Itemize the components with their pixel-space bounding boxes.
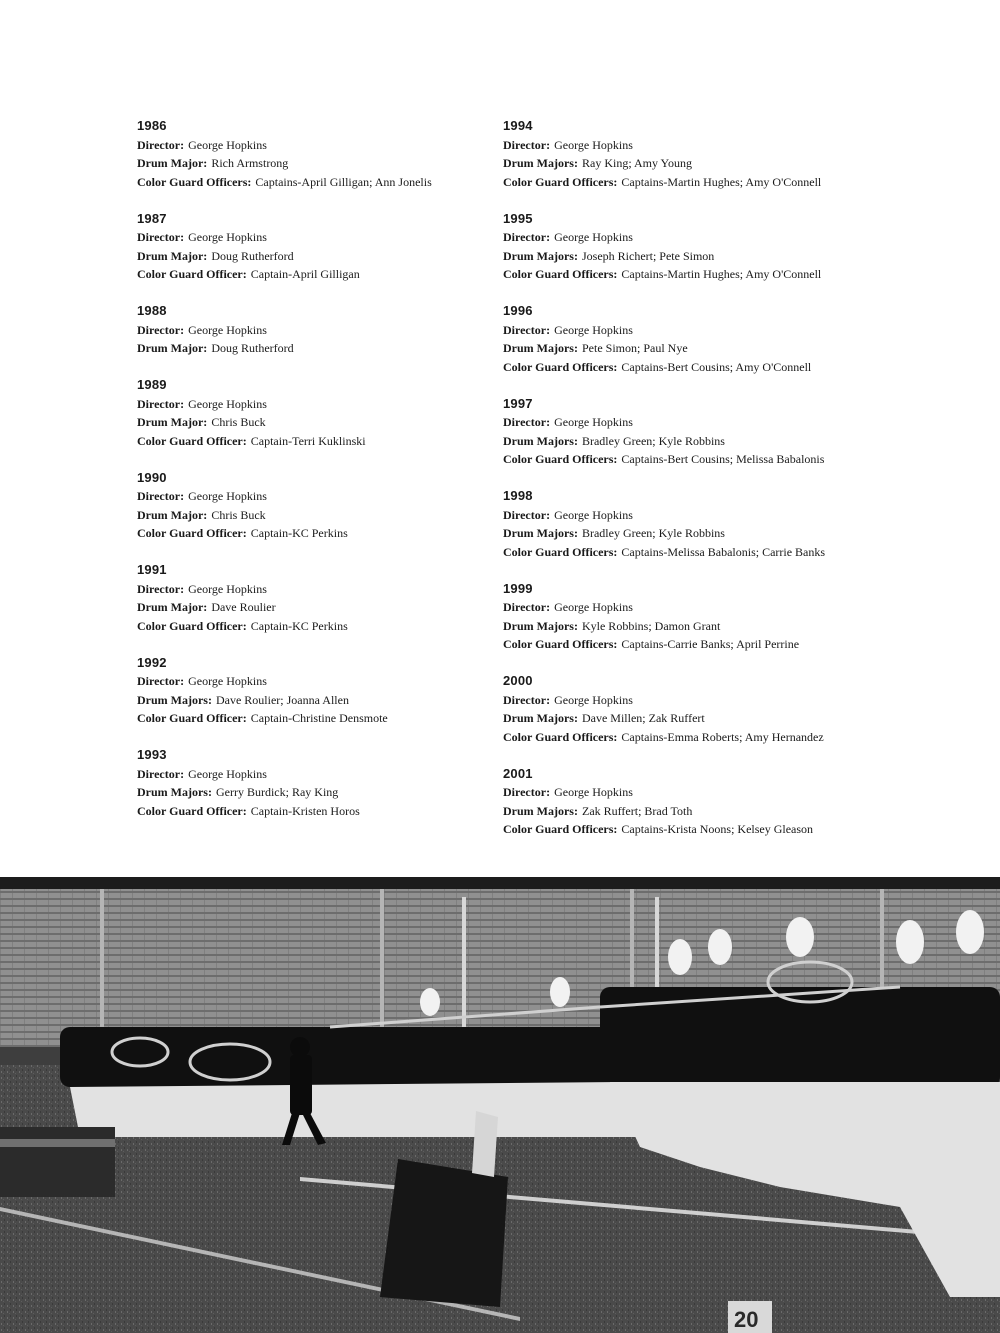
role-label: Color Guard Officer: — [137, 267, 247, 281]
year-entry — [503, 210, 943, 284]
role-label: Director: — [503, 600, 551, 614]
role-value: Gerry Burdick; Ray King — [215, 785, 339, 799]
role-value: Captain-KC Perkins — [250, 618, 348, 633]
role-line — [503, 432, 943, 451]
role-value: George Hopkins — [554, 507, 633, 522]
role-value: Captains-Martin Hughes; Amy O'Connell — [621, 174, 822, 189]
year-heading: 1998 — [503, 488, 533, 503]
role-label: Drum Majors: — [503, 803, 578, 818]
role-value: George Hopkins — [188, 674, 267, 688]
role-value: Captain-April Gilligan — [250, 267, 360, 281]
year-heading: 1999 — [503, 580, 533, 596]
role-value: Captain-Kristen Horos — [250, 803, 360, 818]
role-line — [503, 635, 943, 654]
role-value: Captains-Emma Roberts; Amy Hernandez — [621, 729, 824, 744]
role-value: Chris Buck — [211, 507, 266, 522]
year-heading: 1992 — [137, 654, 167, 670]
role-label: Color Guard Officers: — [503, 452, 618, 466]
role-label: Color Guard Officers: — [503, 822, 618, 836]
role-label: Director: — [137, 230, 185, 244]
role-line — [503, 265, 943, 284]
yard-marker-number: 20 — [734, 1307, 759, 1332]
role-value: Captains-Bert Cousins; Melissa Babalonis — [621, 452, 825, 466]
role-value: George Hopkins — [188, 137, 267, 152]
year-entry — [503, 672, 943, 746]
role-label: Drum Majors: — [137, 785, 212, 799]
role-line — [503, 413, 943, 432]
role-value: Doug Rutherford — [211, 248, 294, 263]
role-label: Director: — [137, 322, 185, 337]
role-label: Director: — [503, 137, 551, 152]
role-value: George Hopkins — [188, 322, 267, 337]
role-label: Color Guard Officers: — [137, 174, 252, 189]
year-heading: 1991 — [137, 562, 167, 577]
role-value: George Hopkins — [554, 692, 633, 707]
role-value: Captain-Terri Kuklinski — [250, 433, 366, 448]
role-value: Captain-Christine Densmote — [250, 711, 388, 725]
role-label: Drum Major: — [137, 415, 208, 429]
role-value: Dave Roulier — [211, 600, 276, 614]
role-label: Drum Major: — [137, 600, 208, 614]
role-label: Color Guard Officers: — [503, 359, 618, 374]
role-value: George Hopkins — [188, 581, 267, 596]
role-line — [503, 154, 943, 173]
role-value: Captains-Krista Noons; Kelsey Gleason — [621, 822, 814, 836]
role-value: Kyle Robbins; Damon Grant — [581, 618, 721, 633]
role-label: Color Guard Officer: — [137, 526, 247, 540]
role-line — [503, 358, 943, 377]
role-label: Drum Major: — [137, 248, 208, 263]
role-label: Drum Major: — [137, 156, 208, 170]
year-heading: 1989 — [137, 377, 167, 392]
role-value: George Hopkins — [554, 322, 633, 337]
year-heading: 2001 — [503, 765, 533, 781]
role-line — [503, 524, 943, 543]
role-value: Pete Simon; Paul Nye — [581, 341, 688, 355]
role-value: George Hopkins — [188, 230, 267, 244]
year-heading: 1988 — [137, 303, 167, 318]
year-entry — [503, 117, 943, 191]
role-label: Color Guard Officer: — [137, 433, 247, 448]
role-value: George Hopkins — [554, 230, 633, 244]
role-line — [503, 709, 943, 728]
role-value: Captain-KC Perkins — [250, 526, 348, 540]
year-entry — [503, 487, 943, 561]
role-value: George Hopkins — [188, 396, 267, 411]
role-value: George Hopkins — [554, 415, 633, 429]
role-value: George Hopkins — [188, 766, 267, 781]
role-line — [503, 783, 943, 802]
role-line — [503, 247, 943, 266]
role-value: Captains-Martin Hughes; Amy O'Connell — [621, 267, 822, 281]
role-label: Drum Majors: — [503, 711, 578, 725]
role-value: Dave Roulier; Joanna Allen — [215, 692, 349, 707]
year-heading: 1995 — [503, 210, 533, 226]
role-line — [503, 321, 943, 340]
role-value: Captains-Melissa Babalonis; Carrie Banks — [621, 544, 826, 559]
role-label: Director: — [503, 415, 551, 429]
year-entry — [503, 302, 943, 376]
role-value: Captains-Carrie Banks; April Perrine — [621, 637, 800, 651]
role-label: Color Guard Officers: — [503, 637, 618, 651]
year-heading: 1996 — [503, 303, 533, 318]
year-entry — [503, 395, 943, 469]
year-entry — [503, 580, 943, 654]
role-value: Bradley Green; Kyle Robbins — [581, 433, 725, 448]
role-line — [503, 820, 943, 839]
role-value: Doug Rutherford — [211, 341, 294, 355]
role-label: Director: — [137, 674, 185, 688]
role-value: Zak Ruffert; Brad Toth — [581, 803, 693, 818]
year-heading: 1994 — [503, 118, 533, 133]
year-heading: 2000 — [503, 673, 533, 688]
role-label: Director: — [503, 230, 551, 244]
role-value: George Hopkins — [554, 137, 633, 152]
role-label: Drum Majors: — [137, 692, 212, 707]
role-line — [503, 136, 943, 155]
role-label: Director: — [137, 766, 185, 781]
role-label: Director: — [137, 396, 185, 411]
role-value: Rich Armstrong — [211, 156, 289, 170]
role-label: Drum Majors: — [503, 341, 578, 355]
role-label: Director: — [503, 507, 551, 522]
role-value: Chris Buck — [211, 415, 266, 429]
marching-band-photo — [0, 877, 1000, 1333]
photo-drawing — [0, 877, 1000, 1333]
role-label: Color Guard Officers: — [503, 267, 618, 281]
role-label: Director: — [503, 785, 551, 799]
role-line — [503, 598, 943, 617]
role-line — [503, 339, 943, 358]
role-line — [503, 728, 943, 747]
role-label: Director: — [137, 489, 185, 503]
role-label: Color Guard Officers: — [503, 174, 618, 189]
role-value: Dave Millen; Zak Ruffert — [581, 711, 705, 725]
role-value: Ray King; Amy Young — [581, 156, 693, 170]
role-line — [503, 228, 943, 247]
right-column — [503, 117, 943, 857]
role-label: Color Guard Officers: — [503, 544, 618, 559]
role-label: Color Guard Officer: — [137, 803, 247, 818]
year-heading: 1987 — [137, 210, 167, 226]
role-label: Director: — [137, 581, 185, 596]
role-label: Color Guard Officer: — [137, 618, 247, 633]
role-value: Bradley Green; Kyle Robbins — [581, 526, 725, 540]
role-line — [503, 173, 943, 192]
role-value: George Hopkins — [554, 600, 633, 614]
year-heading: 1986 — [137, 118, 167, 133]
year-heading: 1997 — [503, 395, 533, 411]
role-label: Director: — [503, 692, 551, 707]
role-value: Joseph Richert; Pete Simon — [581, 248, 715, 263]
role-line — [503, 691, 943, 710]
role-label: Drum Majors: — [503, 248, 578, 263]
role-label: Drum Major: — [137, 341, 208, 355]
role-label: Director: — [137, 137, 185, 152]
role-value: George Hopkins — [188, 489, 267, 503]
role-label: Drum Majors: — [503, 433, 578, 448]
role-value: Captains-April Gilligan; Ann Jonelis — [255, 174, 432, 189]
role-line — [503, 543, 943, 562]
role-value: Captains-Bert Cousins; Amy O'Connell — [621, 359, 812, 374]
year-entry — [503, 765, 943, 839]
role-line — [503, 617, 943, 636]
year-heading: 1990 — [137, 469, 167, 485]
role-line — [503, 802, 943, 821]
role-label: Drum Majors: — [503, 526, 578, 540]
role-label: Director: — [503, 322, 551, 337]
role-label: Drum Major: — [137, 507, 208, 522]
role-label: Color Guard Officer: — [137, 711, 247, 725]
role-value: George Hopkins — [554, 785, 633, 799]
year-heading: 1993 — [137, 747, 167, 762]
role-label: Drum Majors: — [503, 156, 578, 170]
role-line — [503, 450, 943, 469]
role-label: Color Guard Officers: — [503, 729, 618, 744]
role-label: Drum Majors: — [503, 618, 578, 633]
role-line — [503, 506, 943, 525]
